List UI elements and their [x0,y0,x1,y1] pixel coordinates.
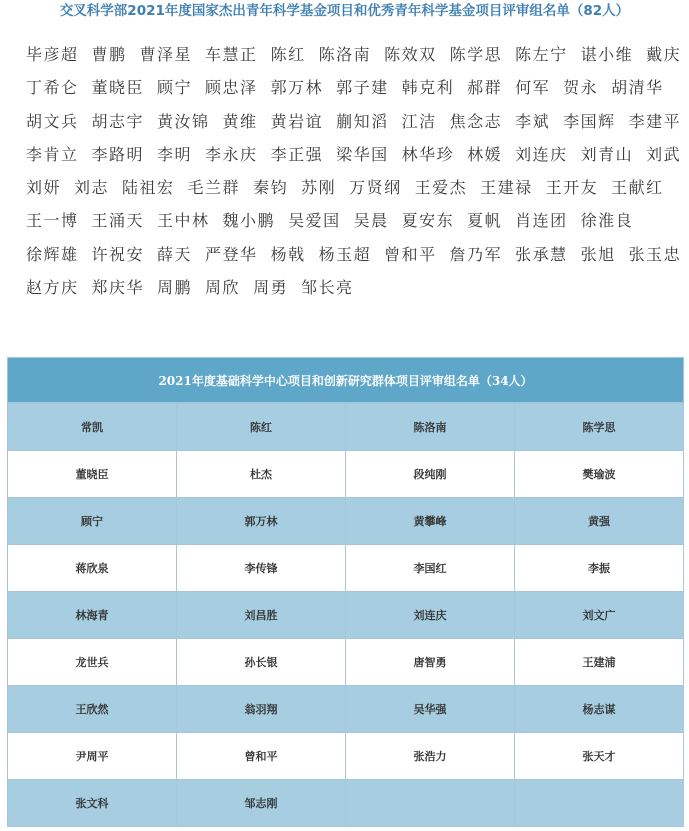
reviewer-panel [7,357,684,828]
reviewer-name: 王献红 [611,178,664,198]
reviewer-name: 陈红 [270,45,306,64]
name-row [26,105,682,138]
table-row [8,780,684,827]
reviewer-name: 徐辉雄 [26,244,79,264]
reviewer-name: 吴爱国 [288,211,341,231]
reviewer-name: 王一博 [26,211,79,231]
reviewer-name: 张旭 [580,244,616,264]
table-row [8,451,684,498]
reviewer-name: 车慧正 [205,45,258,64]
reviewer-name: 黄汝锦 [157,111,210,131]
name-row [26,271,676,304]
table-cell: 林海青 [8,592,177,639]
reviewer-name-list [26,38,682,304]
table-cell: 董晓臣 [8,451,177,498]
reviewer-name: 胡志宇 [91,111,145,131]
table-cell: 吴华强 [346,686,515,733]
panel-title: 2021年度基础科学中心项目和创新研究群体项目评审组名单（34人） [7,357,684,403]
name-row [26,204,676,237]
table-cell: 黄攀峰 [346,498,515,545]
table-cell: 陈红 [177,404,346,451]
reviewer-name: 王开友 [545,178,599,198]
table-cell: 郭万林 [177,498,346,545]
table-cell: 王欣然 [8,686,177,733]
reviewer-name: 杨玉超 [318,244,372,264]
reviewer-name: 刘志 [74,178,110,198]
reviewer-name: 郭子建 [336,78,389,98]
reviewer-name: 刘连庆 [515,144,568,164]
reviewer-name: 魏小鹏 [222,211,276,231]
reviewer-name: 周鹏 [157,278,193,298]
reviewer-table [7,403,684,827]
reviewer-name: 李肯立 [26,144,79,164]
reviewer-name: 李明 [157,144,193,164]
table-cell: 刘文广 [515,592,684,639]
reviewer-name: 黄岩谊 [270,111,324,131]
reviewer-name: 郑庆华 [91,278,145,298]
reviewer-name: 张玉忠 [628,244,682,264]
table-cell: 翁羽翔 [177,686,346,733]
reviewer-name: 肖连团 [515,211,568,231]
reviewer-name: 陈效双 [384,45,437,64]
table-cell: 李振 [515,545,684,592]
table-row [8,592,684,639]
table-cell: 常凯 [8,404,177,451]
reviewer-name: 焦念志 [449,111,503,131]
reviewer-name: 刘妍 [26,178,62,198]
table-cell: 曾和平 [177,733,346,780]
table-cell: 樊瑜波 [515,451,684,498]
table-cell: 孙长银 [177,639,346,686]
reviewer-name: 詹乃军 [449,244,503,264]
reviewer-name: 郭万林 [270,78,324,98]
reviewer-name: 蒯知滔 [336,111,389,131]
table-cell: 李传锋 [177,545,346,592]
reviewer-name: 江洁 [401,111,437,131]
name-row [26,171,676,204]
table-cell: 邹志刚 [177,780,346,827]
reviewer-name: 戴庆 [646,45,682,64]
reviewer-name: 陈左宁 [515,45,568,64]
reviewer-name: 王涌天 [91,211,145,231]
reviewer-name: 李国辉 [563,111,616,131]
name-row [26,138,682,171]
reviewer-name: 丁希仑 [26,78,79,98]
reviewer-name: 林华珍 [401,144,455,164]
table-cell: 刘昌胜 [177,592,346,639]
reviewer-name: 毕彦超 [26,45,79,64]
reviewer-name: 邹长亮 [301,278,354,298]
reviewer-name: 王爱杰 [414,178,468,198]
table-cell: 张天才 [515,733,684,780]
reviewer-name: 李正强 [270,144,324,164]
table-cell: 尹周平 [8,733,177,780]
table-cell: 李国红 [346,545,515,592]
name-row [26,71,676,104]
reviewer-name: 王建禄 [480,178,533,198]
name-row [26,238,682,271]
reviewer-name: 许祝安 [91,244,145,264]
reviewer-name: 周欣 [205,278,241,298]
reviewer-name: 刘武 [646,144,682,164]
table-cell: 刘连庆 [346,592,515,639]
table-cell: 陈学思 [515,404,684,451]
reviewer-name: 杨戟 [270,244,306,264]
reviewer-name: 曹泽星 [139,45,193,64]
table-cell: 张浩力 [346,733,515,780]
reviewer-name: 夏安东 [401,211,455,231]
table-row [8,404,684,451]
reviewer-name: 张承慧 [515,244,568,264]
reviewer-name: 韩克利 [401,78,455,98]
reviewer-name: 刘青山 [580,144,634,164]
reviewer-name: 曹鹏 [91,45,127,64]
table-cell: 杜杰 [177,451,346,498]
reviewer-name: 严登华 [205,244,258,264]
table-cell: 张文科 [8,780,177,827]
table-cell [346,780,515,827]
table-cell: 龙世兵 [8,639,177,686]
reviewer-name: 毛兰群 [187,178,241,198]
table-cell: 蒋欣泉 [8,545,177,592]
reviewer-name: 胡清华 [611,78,664,98]
reviewer-name: 陈洛南 [318,45,372,64]
table-row [8,639,684,686]
table-cell: 杨志谋 [515,686,684,733]
reviewer-name: 贺永 [563,78,599,98]
reviewer-name: 李建平 [628,111,682,131]
reviewer-name: 黄维 [222,111,258,131]
table-row [8,733,684,780]
table-cell: 王建浦 [515,639,684,686]
table-cell: 段纯刚 [346,451,515,498]
reviewer-name: 李永庆 [205,144,258,164]
reviewer-name: 周勇 [253,278,289,298]
reviewer-name: 陆祖宏 [122,178,175,198]
reviewer-name: 顾宁 [157,78,193,98]
reviewer-name: 何军 [515,78,551,98]
table-row [8,686,684,733]
table-cell: 顾宁 [8,498,177,545]
table-row [8,498,684,545]
reviewer-name: 郝群 [467,78,503,98]
reviewer-name: 林媛 [467,144,503,164]
reviewer-name: 李斌 [515,111,551,131]
table-cell: 唐智勇 [346,639,515,686]
reviewer-name: 李路明 [91,144,145,164]
table-row [8,545,684,592]
table-cell: 陈洛南 [346,404,515,451]
reviewer-name: 顾忠泽 [205,78,258,98]
reviewer-name: 陈学思 [449,45,503,64]
reviewer-name: 万贤纲 [349,178,402,198]
reviewer-name: 薛天 [157,244,193,264]
reviewer-name: 苏刚 [301,178,337,198]
reviewer-name: 夏帆 [467,211,503,231]
table-cell: 黄强 [515,498,684,545]
reviewer-name: 曾和平 [384,244,437,264]
reviewer-name: 梁华国 [336,144,389,164]
page-title: 交叉科学部2021年度国家杰出青年科学基金项目和优秀青年科学基金项目评审组名单（82人） [59,3,630,19]
reviewer-name: 徐淮良 [580,211,634,231]
reviewer-name: 王中林 [157,211,210,231]
name-row [26,38,682,71]
reviewer-name: 吴晨 [353,211,389,231]
table-cell [515,780,684,827]
reviewer-name: 董晓臣 [91,78,145,98]
reviewer-name: 胡文兵 [26,111,79,131]
reviewer-name: 秦钧 [253,178,289,198]
reviewer-name: 赵方庆 [26,278,79,298]
reviewer-name: 谌小维 [580,45,634,64]
